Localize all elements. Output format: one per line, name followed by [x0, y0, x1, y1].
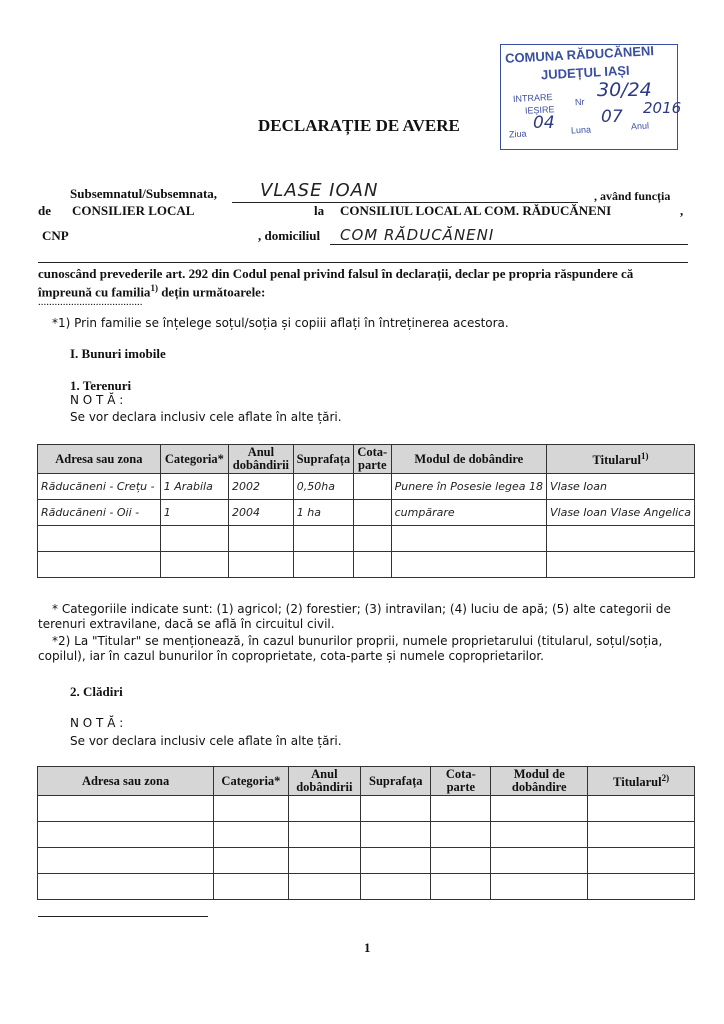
- table-cell: [361, 796, 431, 822]
- col-suprafata: Suprafața: [361, 767, 431, 796]
- stamp-luna-value: 07: [601, 107, 623, 127]
- terenuri-nota-text: Se vor declara inclusiv cele aflate în alte țări.: [70, 410, 342, 424]
- table-cell: [288, 848, 360, 874]
- table-cell: [491, 822, 588, 848]
- table-cell: [431, 822, 491, 848]
- table-cell: [361, 822, 431, 848]
- table-cell: [38, 552, 161, 578]
- terenuri-heading: 1. Terenuri: [70, 378, 132, 393]
- table-cell: [353, 526, 391, 552]
- table-cell: 1 ha: [293, 500, 353, 526]
- dots-line: ......................................: [38, 296, 143, 308]
- col-cota: Cota-parte: [353, 445, 391, 474]
- categorii-note: * Categoriile indicate sunt: (1) agricol; (2) forestier; (3) intravilan; (4) luciu de apă; (5) alte categorii de terenuri extravilane, dacă se află în circuitul civil.: [38, 602, 671, 631]
- stamp-anul-label: Anul: [630, 120, 650, 132]
- table-cell: Vlase Ioan: [547, 474, 695, 500]
- table-cell: [160, 526, 228, 552]
- table-cell: [547, 552, 695, 578]
- table-cell: [38, 874, 214, 900]
- table-cell: 1 Arabila: [160, 474, 228, 500]
- table-cell: [588, 874, 695, 900]
- stamp-anul-value: 2016: [643, 99, 682, 117]
- table-cell: [288, 822, 360, 848]
- table-row: [38, 500, 695, 526]
- table-cell: [431, 796, 491, 822]
- cnp-label: CNP: [42, 228, 69, 243]
- stamp-iesire-label: IEȘIRE: [524, 104, 555, 116]
- registration-stamp: [500, 43, 682, 150]
- terenuri-nota: N O T Ă :: [70, 393, 124, 407]
- table-row: [38, 874, 695, 900]
- table-cell: [229, 552, 294, 578]
- subsemnatul-label: Subsemnatul/Subsemnata,: [70, 186, 218, 201]
- table-cell: [391, 552, 546, 578]
- table-row: [38, 552, 695, 578]
- table-cell: Punere în Posesie legea 18: [391, 474, 546, 500]
- col-suprafata: Suprafața: [293, 445, 353, 474]
- table-row: [38, 848, 695, 874]
- la-label: la: [314, 203, 325, 218]
- avand-functia-label: , având funcția: [594, 189, 671, 203]
- col-adresa: Adresa sau zona: [38, 445, 161, 474]
- cladiri-nota: N O T Ă :: [70, 716, 124, 730]
- table-cell: 2004: [229, 500, 294, 526]
- table-cell: [288, 874, 360, 900]
- table-row: [38, 796, 695, 822]
- stamp-intrare-label: INTRARE: [512, 91, 553, 105]
- table-cell: 0,50ha: [293, 474, 353, 500]
- domiciliul-label: , domiciliul: [258, 228, 321, 243]
- stamp-nr-label: Nr: [574, 96, 585, 108]
- col-titular: Titularul$^{1)}$: [547, 445, 695, 474]
- col-titular: Titularul$^{2)}$: [588, 767, 695, 796]
- table-cell: [353, 474, 391, 500]
- col-anul: Anul dobândirii: [288, 767, 360, 796]
- col-anul: Anul dobândirii: [229, 445, 294, 474]
- declaration-text: cunoscând prevederile art. 292 din Codul penal privind falsul în declarații, declar pe propria răspundere că împreună cu familia$^{1)}$ dețin următoarele:: [38, 266, 634, 300]
- table-cell: 2002: [229, 474, 294, 500]
- table-cell: cumpărare: [391, 500, 546, 526]
- table-row: [38, 474, 695, 500]
- footnote-family: *1) Prin familie se înțelege soțul/soția și copiii aflați în întreținerea acestora.: [52, 316, 509, 330]
- table-cell: [214, 796, 288, 822]
- table-cell: [38, 796, 214, 822]
- stamp-luna-label: Luna: [570, 124, 592, 136]
- col-categoria: Categoria*: [160, 445, 228, 474]
- functia-value: CONSILIER LOCAL: [72, 203, 195, 218]
- table-cell: [491, 874, 588, 900]
- table-cell: [431, 848, 491, 874]
- table-cell: [391, 526, 546, 552]
- table-cell: [214, 874, 288, 900]
- table-cell: [491, 848, 588, 874]
- table-cell: 1: [160, 500, 228, 526]
- page-number: 1: [364, 940, 371, 955]
- table-cell: [361, 874, 431, 900]
- table-cell: Vlase Ioan Vlase Angelica: [547, 500, 695, 526]
- de-label: de: [38, 203, 51, 218]
- table-cell: [293, 552, 353, 578]
- stamp-county: JUDEȚUL IAȘI: [540, 62, 630, 83]
- table-cell: [361, 848, 431, 874]
- table-cell: [588, 796, 695, 822]
- table-cell: [588, 848, 695, 874]
- col-cota: Cota-parte: [431, 767, 491, 796]
- stamp-ziua-label: Ziua: [508, 128, 527, 140]
- table-cell: [38, 848, 214, 874]
- table-cell: [38, 822, 214, 848]
- institutie-value: CONSILIUL LOCAL AL COM. RĂDUCĂNENI: [340, 203, 612, 218]
- col-modul: Modul de dobândire: [491, 767, 588, 796]
- col-categoria: Categoria*: [214, 767, 288, 796]
- stamp-nr-value: 30/24: [597, 79, 652, 101]
- table-cell: [214, 848, 288, 874]
- table-cell: [214, 822, 288, 848]
- section-bunuri-imobile: I. Bunuri imobile: [70, 346, 166, 361]
- table-cell: [229, 526, 294, 552]
- table-cell: [431, 874, 491, 900]
- titular-note: *2) La "Titular" se menționează, în cazul bunurilor proprii, numele proprietarului (titularul, soțul/soția, copilul), iar în cazul bunurilor în coproprietate, cota-parte și numele coproprietarilor.: [38, 634, 663, 663]
- table-cell: [588, 822, 695, 848]
- document-title: DECLARAȚIE DE AVERE: [258, 116, 460, 135]
- cladiri-heading: 2. Clădiri: [70, 684, 123, 699]
- comma: ,: [680, 203, 684, 218]
- terenuri-table: [37, 444, 695, 578]
- table-cell: [293, 526, 353, 552]
- table-cell: [491, 796, 588, 822]
- domiciliu-value: COM RĂDUCĂNENI: [340, 226, 495, 244]
- stamp-commune: COMUNA RĂDUCĂNENI: [504, 43, 655, 66]
- declarant-name: VLASE IOAN: [260, 180, 379, 201]
- table-cell: [38, 526, 161, 552]
- col-modul: Modul de dobândire: [391, 445, 546, 474]
- table-row: [38, 822, 695, 848]
- stamp-ziua-value: 04: [533, 113, 555, 133]
- table-row: [38, 526, 695, 552]
- table-cell: Răducăneni - Oii -: [38, 500, 161, 526]
- table-cell: [288, 796, 360, 822]
- table-cell: Răducăneni - Crețu -: [38, 474, 161, 500]
- table-cell: [353, 552, 391, 578]
- cladiri-table: [37, 766, 695, 900]
- table-cell: [353, 500, 391, 526]
- cladiri-nota-text: Se vor declara inclusiv cele aflate în alte țări.: [70, 734, 342, 748]
- table-cell: [160, 552, 228, 578]
- table-cell: [547, 526, 695, 552]
- col-adresa: Adresa sau zona: [38, 767, 214, 796]
